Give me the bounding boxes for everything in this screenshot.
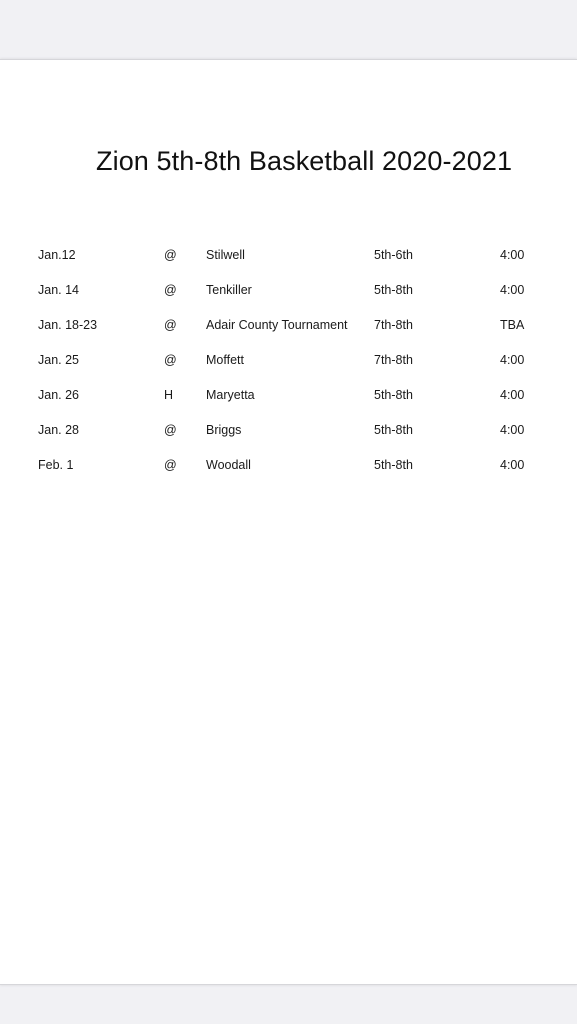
schedule-row bbox=[38, 248, 538, 283]
game-date: Jan. 18-23 bbox=[38, 318, 98, 332]
game-location: @ bbox=[164, 353, 177, 367]
game-opponent: Stilwell bbox=[206, 248, 245, 262]
game-date: Jan. 28 bbox=[38, 423, 80, 437]
game-location: @ bbox=[164, 283, 177, 297]
game-time: 4:00 bbox=[500, 388, 525, 402]
game-date: Jan. 25 bbox=[38, 353, 80, 367]
game-opponent: Tenkiller bbox=[206, 283, 252, 297]
schedule-row bbox=[38, 318, 538, 353]
game-grades: 5th-8th bbox=[374, 283, 413, 297]
game-time: 4:00 bbox=[500, 423, 525, 437]
schedule-row bbox=[38, 283, 538, 318]
game-grades: 7th-8th bbox=[374, 318, 413, 332]
game-time: 4:00 bbox=[500, 458, 525, 472]
document-page bbox=[0, 59, 577, 985]
game-time: 4:00 bbox=[500, 353, 525, 367]
game-date: Jan. 26 bbox=[38, 388, 80, 402]
game-date: Jan.12 bbox=[38, 248, 76, 262]
game-location: @ bbox=[164, 318, 177, 332]
game-grades: 7th-8th bbox=[374, 353, 413, 367]
game-time: TBA bbox=[500, 318, 525, 332]
game-location: @ bbox=[164, 248, 177, 262]
game-location: @ bbox=[164, 423, 177, 437]
schedule-row bbox=[38, 388, 538, 423]
game-opponent: Briggs bbox=[206, 423, 242, 437]
game-opponent: Adair County Tournament bbox=[206, 318, 348, 332]
game-grades: 5th-8th bbox=[374, 423, 413, 437]
game-opponent: Moffett bbox=[206, 353, 244, 367]
game-date: Feb. 1 bbox=[38, 458, 74, 472]
game-opponent: Woodall bbox=[206, 458, 251, 472]
game-grades: 5th-8th bbox=[374, 458, 413, 472]
game-date: Jan. 14 bbox=[38, 283, 80, 297]
game-time: 4:00 bbox=[500, 248, 525, 262]
schedule-row bbox=[38, 353, 538, 388]
game-location: @ bbox=[164, 458, 177, 472]
document-title: Zion 5th-8th Basketball 2020-2021 bbox=[96, 146, 513, 176]
game-grades: 5th-8th bbox=[374, 388, 413, 402]
game-grades: 5th-6th bbox=[374, 248, 413, 262]
game-time: 4:00 bbox=[500, 283, 525, 297]
game-location: H bbox=[164, 388, 174, 402]
schedule-table bbox=[38, 248, 538, 493]
schedule-row bbox=[38, 423, 538, 458]
game-opponent: Maryetta bbox=[206, 388, 255, 402]
schedule-row bbox=[38, 458, 538, 493]
